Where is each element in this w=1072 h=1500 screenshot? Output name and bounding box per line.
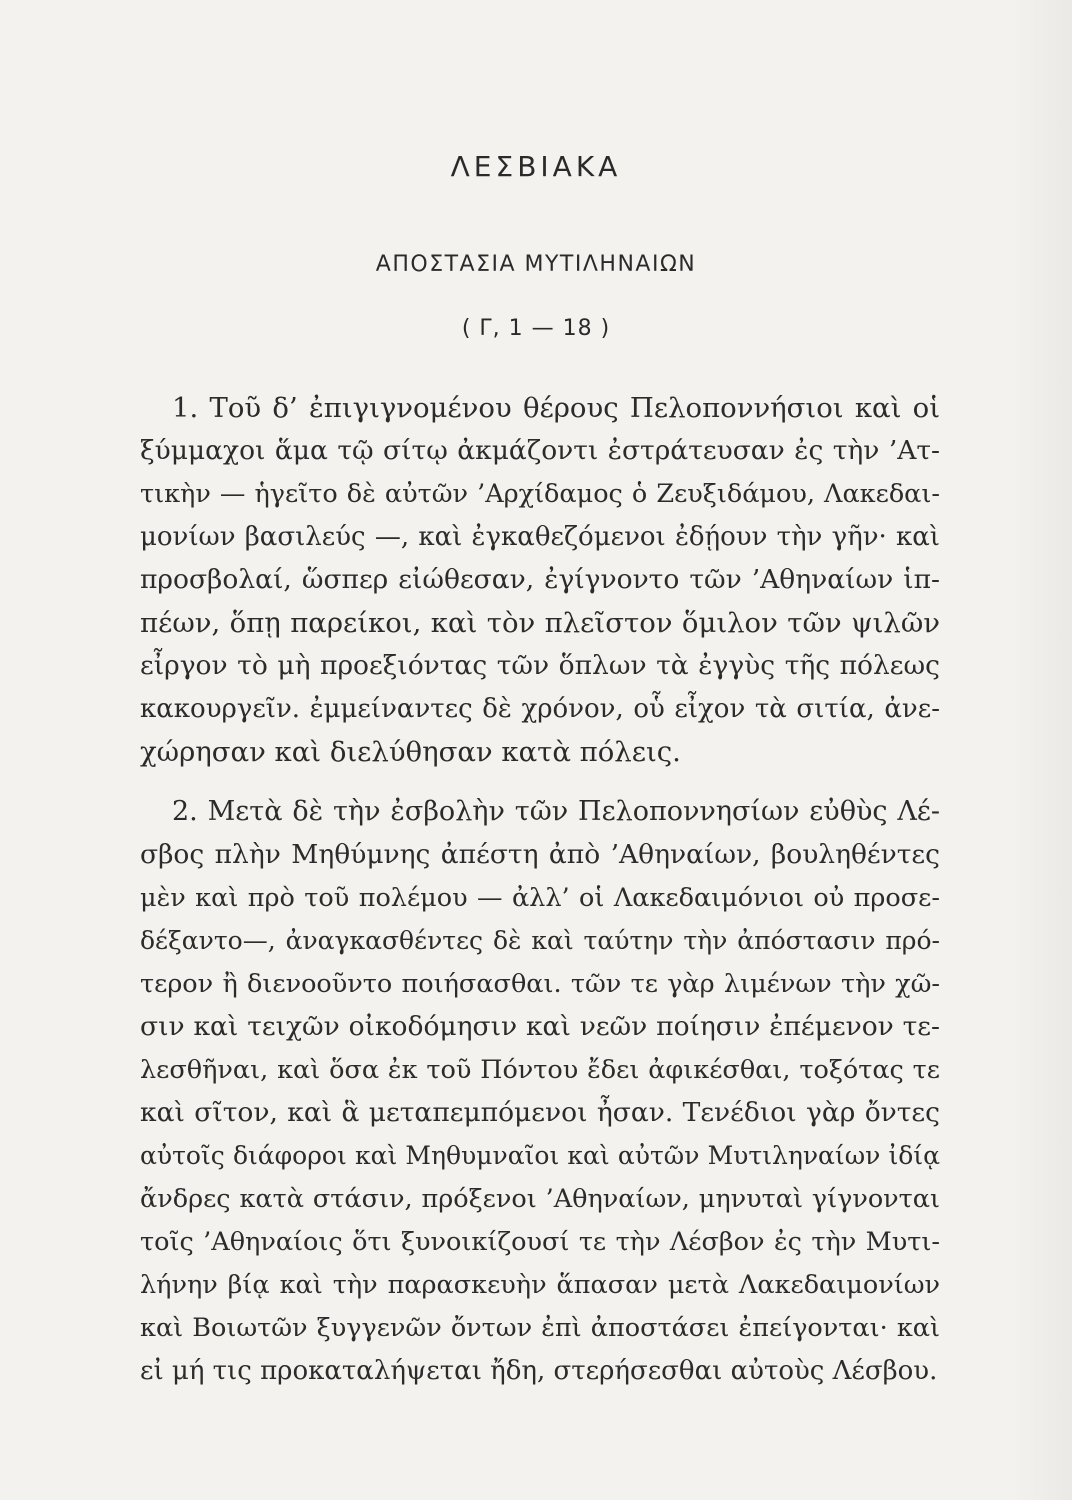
- text-line: λήνην βίᾳ καὶ τὴν παρασκευὴν ἅπασαν μετὰ Λακεδαιμονίων: [140, 1270, 940, 1300]
- text-line: κακουργεῖν. ἐμμείναντες δὲ χρόνον, οὗ εἶχον τὰ σιτία, ἀνε-: [140, 694, 940, 724]
- text-line: χώρησαν καὶ διελύθησαν κατὰ πόλεις.: [140, 736, 681, 768]
- text-line: 1. Τοῦ δ’ ἐπιγιγνομένου θέρους Πελοποννήσιοι καὶ οἱ: [172, 392, 940, 424]
- text-line: τικὴν — ἡγεῖτο δὲ αὐτῶν ’Αρχίδαμος ὁ Ζευξιδάμου, Λακεδαι-: [140, 479, 940, 509]
- text-line: δέξαντο—, ἀναγκασθέντες δὲ καὶ ταύτην τὴν ἀπόστασιν πρό-: [140, 926, 940, 955]
- text-line: πέων, ὅπῃ παρείκοι, καὶ τὸν πλεῖστον ὅμιλον τῶν ψιλῶν: [140, 607, 940, 639]
- text-line: προσβολαί, ὥσπερ εἰώθεσαν, ἐγίγνοντο τῶν ’Αθηναίων ἱπ-: [140, 564, 940, 595]
- page-edge-shadow: [1012, 0, 1072, 1500]
- text-line: 2. Μετὰ δὲ τὴν ἐσβολὴν τῶν Πελοποννησίων εὐθὺς Λέ-: [172, 796, 940, 827]
- text-line: αὐτοῖς διάφοροι καὶ Μηθυμναῖοι καὶ αὐτῶν Μυτιληναίων ἰδίᾳ: [140, 1141, 940, 1170]
- section-subtitle: ΑΠΟΣΤΑΣΙΑ ΜΥΤΙΛΗΝΑΙΩΝ: [375, 252, 697, 277]
- text-line: λεσθῆναι, καὶ ὅσα ἐκ τοῦ Πόντου ἔδει ἀφικέσθαι, τοξότας τε: [140, 1055, 940, 1085]
- text-line: εἶργον τὸ μὴ προεξιόντας τῶν ὅπλων τὰ ἐγγὺς τῆς πόλεως: [140, 650, 940, 681]
- text-line: τοῖς ’Αθηναίοις ὅτι ξυνοικίζουσί τε τὴν Λέσβον ἐς τὴν Μυτι-: [140, 1227, 940, 1257]
- text-line: μὲν καὶ πρὸ τοῦ πολέμου — ἀλλ’ οἱ Λακεδαιμόνιοι οὐ προσε-: [140, 883, 940, 913]
- text-line: τερον ἢ διενοοῦντο ποιήσασθαι. τῶν τε γὰρ λιμένων τὴν χῶ-: [140, 969, 940, 999]
- text-line: καὶ σῖτον, καὶ ἃ μεταπεμπόμενοι ἦσαν. Τενέδιοι γὰρ ὄντες: [140, 1097, 940, 1128]
- passage-range: ( Γ, 1 — 18 ): [461, 316, 611, 341]
- text-line: σιν καὶ τειχῶν οἰκοδόμησιν καὶ νεῶν ποίησιν ἐπέμενον τε-: [140, 1011, 940, 1042]
- text-line: εἰ μή τις προκαταλήψεται ἤδη, στερήσεσθαι αὐτοὺς Λέσβου.: [140, 1356, 938, 1386]
- text-line: καὶ Βοιωτῶν ξυγγενῶν ὄντων ἐπὶ ἀποστάσει ἐπείγονται· καὶ: [140, 1313, 940, 1343]
- chapter-title: ΛΕΣΒΙΑΚΑ: [450, 150, 622, 183]
- text-line: σβος πλὴν Μηθύμνης ἀπέστη ἀπὸ ’Αθηναίων, βουληθέντες: [140, 839, 940, 870]
- text-line: ἄνδρες κατὰ στάσιν, πρόξενοι ’Αθηναίων, μηνυταὶ γίγνονται: [140, 1184, 940, 1214]
- text-line: μονίων βασιλεύς —, καὶ ἐγκαθεζόμενοι ἐδῄουν τὴν γῆν· καὶ: [140, 522, 940, 552]
- text-line: ξύμμαχοι ἅμα τῷ σίτῳ ἀκμάζοντι ἐστράτευσαν ἐς τὴν ’Ατ-: [140, 435, 940, 466]
